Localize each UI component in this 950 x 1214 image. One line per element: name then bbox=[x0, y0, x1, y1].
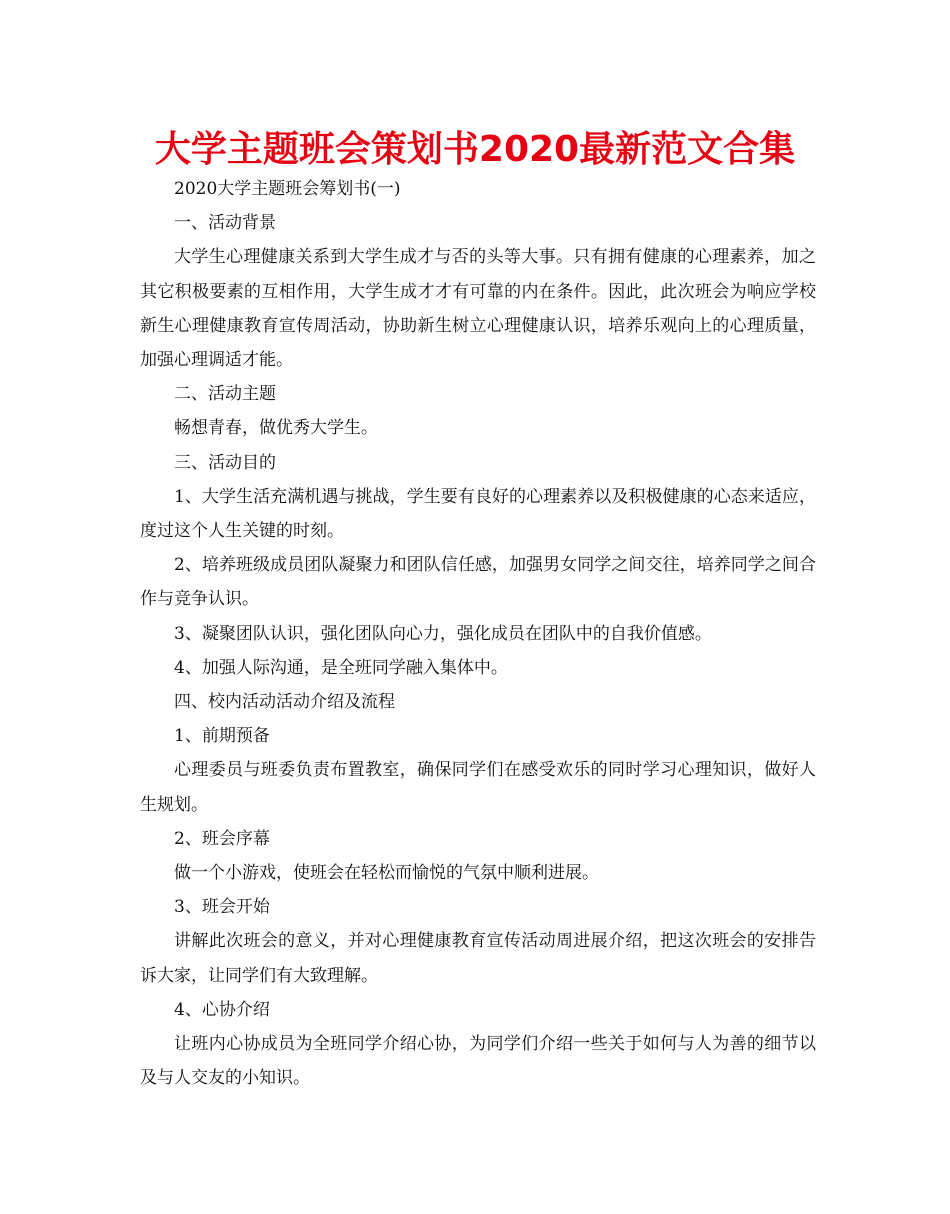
subsection-heading: 2、班会序幕 bbox=[174, 828, 270, 849]
paragraph: 让班内心协成员为全班同学介绍心协，为同学们介绍一些关于如何与人为善的细节以及与人交友的小知识。 bbox=[140, 1034, 816, 1089]
document-body bbox=[140, 172, 816, 1095]
paragraph: 大学生心理健康关系到大学生成才与否的头等大事。只有拥有健康的心理素养，加之其它积极要素的互相作用，大学生成才才有可靠的内在条件。因此，此次班会为响应学校新生心理健康教育宣传周活动，协助新生树立心理健康认识，培养乐观向上的心理质量，加强心理调适才能。 bbox=[140, 247, 816, 371]
paragraph: 畅想青春，做优秀大学生。 bbox=[174, 418, 378, 439]
section-heading: 四、校内活动活动介绍及流程 bbox=[174, 692, 395, 713]
subsection-heading: 4、心协介绍 bbox=[174, 999, 270, 1020]
subsection-heading: 3、班会开始 bbox=[174, 897, 270, 918]
paragraph: 做一个小游戏，使班会在轻松而愉悦的气氛中顺利进展。 bbox=[174, 863, 599, 884]
paragraph: 讲解此次班会的意义，并对心理健康教育宣传活动周进展介绍，把这次班会的安排告诉大家，让同学们有大致理解。 bbox=[140, 931, 816, 986]
paragraph: 心理委员与班委负责布置教室，确保同学们在感受欢乐的同时学习心理知识，做好人生规划。 bbox=[140, 760, 816, 815]
section-heading: 二、活动主题 bbox=[174, 384, 276, 405]
section-heading: 一、活动背景 bbox=[174, 213, 276, 234]
list-item: 1、大学生活充满机遇与挑战，学生要有良好的心理素养以及积极健康的心态来适应，度过这个人生关键的时刻。 bbox=[140, 486, 816, 542]
list-item: 4、加强人际沟通，是全班同学融入集体中。 bbox=[174, 657, 508, 678]
section-heading: 三、活动目的 bbox=[174, 452, 276, 473]
list-item: 2、培养班级成员团队凝聚力和团队信任感，加强男女同学之间交往，培养同学之间合作与竞争认识。 bbox=[140, 555, 816, 610]
document-title: 大学主题班会策划书2020最新范文合集 bbox=[154, 129, 796, 170]
subsection-heading: 1、前期预备 bbox=[174, 726, 270, 747]
subtitle: 2020大学主题班会筹划书(一) bbox=[174, 179, 401, 199]
list-item: 3、凝聚团队认识，强化团队向心力，强化成员在团队中的自我价值感。 bbox=[174, 623, 712, 644]
